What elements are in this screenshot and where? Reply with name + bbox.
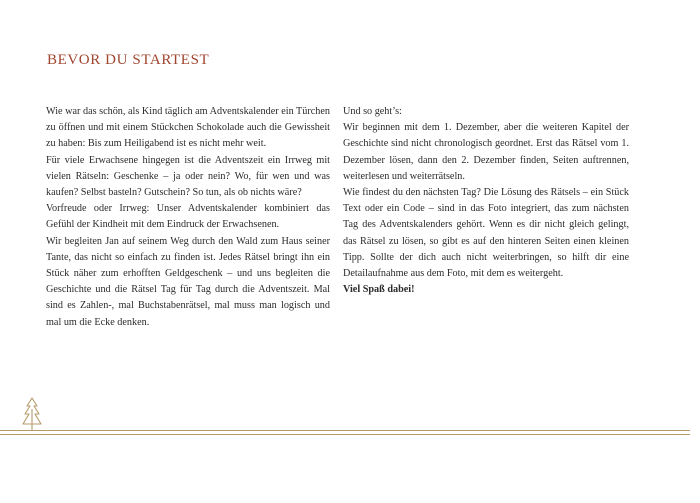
footer-rule-top (0, 430, 690, 431)
left-paragraph-2: Für viele Erwachsene hingegen ist die Adventszeit ein Irrweg mit vielen Rätseln: Geschenke – ja oder nein? Wo, für wen und was kaufen? Selbst basteln? Gutschein? So tun, als ob nichts wäre? (46, 154, 330, 199)
right-intro: Und so geht’s: (343, 106, 402, 117)
page-title: BEVOR DU STARTEST (47, 52, 210, 68)
left-paragraph-1: Wie war das schön, als Kind täglich am Adventskalender ein Türchen zu öffnen und mit einem Stückchen Schokolade auch die Gewissheit zu haben: Bis zum Heiligabend ist es nicht mehr weit. (46, 106, 330, 150)
closing-line: Viel Spaß dabei! (343, 284, 415, 296)
right-column (343, 104, 629, 298)
right-paragraph-2: Wie findest du den nächsten Tag? Die Lösung des Rätsels – ein Stück Text oder ein Code – sind in das Foto integriert, das zum nächsten Tag des Adventskalenders gehört. Wenn es dir nicht gleich gelingt, das Rätsel zu lösen, so gibt es auf den hinteren Seiten einen kleinen Tipp. Sollte der dich auch nicht weiterbringen, so hilft dir eine Detailaufnahme aus dem Foto, mit dem es weitergeht. (343, 187, 629, 280)
right-paragraph-1: Wir beginnen mit dem 1. Dezember, aber die weiteren Kapitel der Geschichte sind nicht chronologisch geordnet. Erst das Rätsel vom 1. Dezember lösen, dann den 2. Dezember finden, Seiten auftrennen, weiterlesen und weiterrätseln. (343, 122, 629, 182)
left-column (46, 104, 330, 331)
left-paragraph-4: Wir begleiten Jan auf seinem Weg durch den Wald zum Haus seiner Tante, das nicht so einfach zu finden ist. Jedes Rätsel bringt ihn ein Stück näher zum erhofften Geldgeschenk – und uns begleiten die Geschichte und die Rätsel Tag für Tag durch die Adventszeit. Mal sind es Zahlen-, mal Buchstabenrätsel, mal muss man logisch und mal um die Ecke denken. (46, 235, 330, 328)
tree-icon (22, 397, 42, 433)
footer-rule-bottom (0, 434, 690, 435)
left-paragraph-3: Vorfreude oder Irrweg: Unser Adventskalender kombiniert das Gefühl der Kindheit mit dem Eindruck der Erwachsenen. (46, 203, 330, 231)
